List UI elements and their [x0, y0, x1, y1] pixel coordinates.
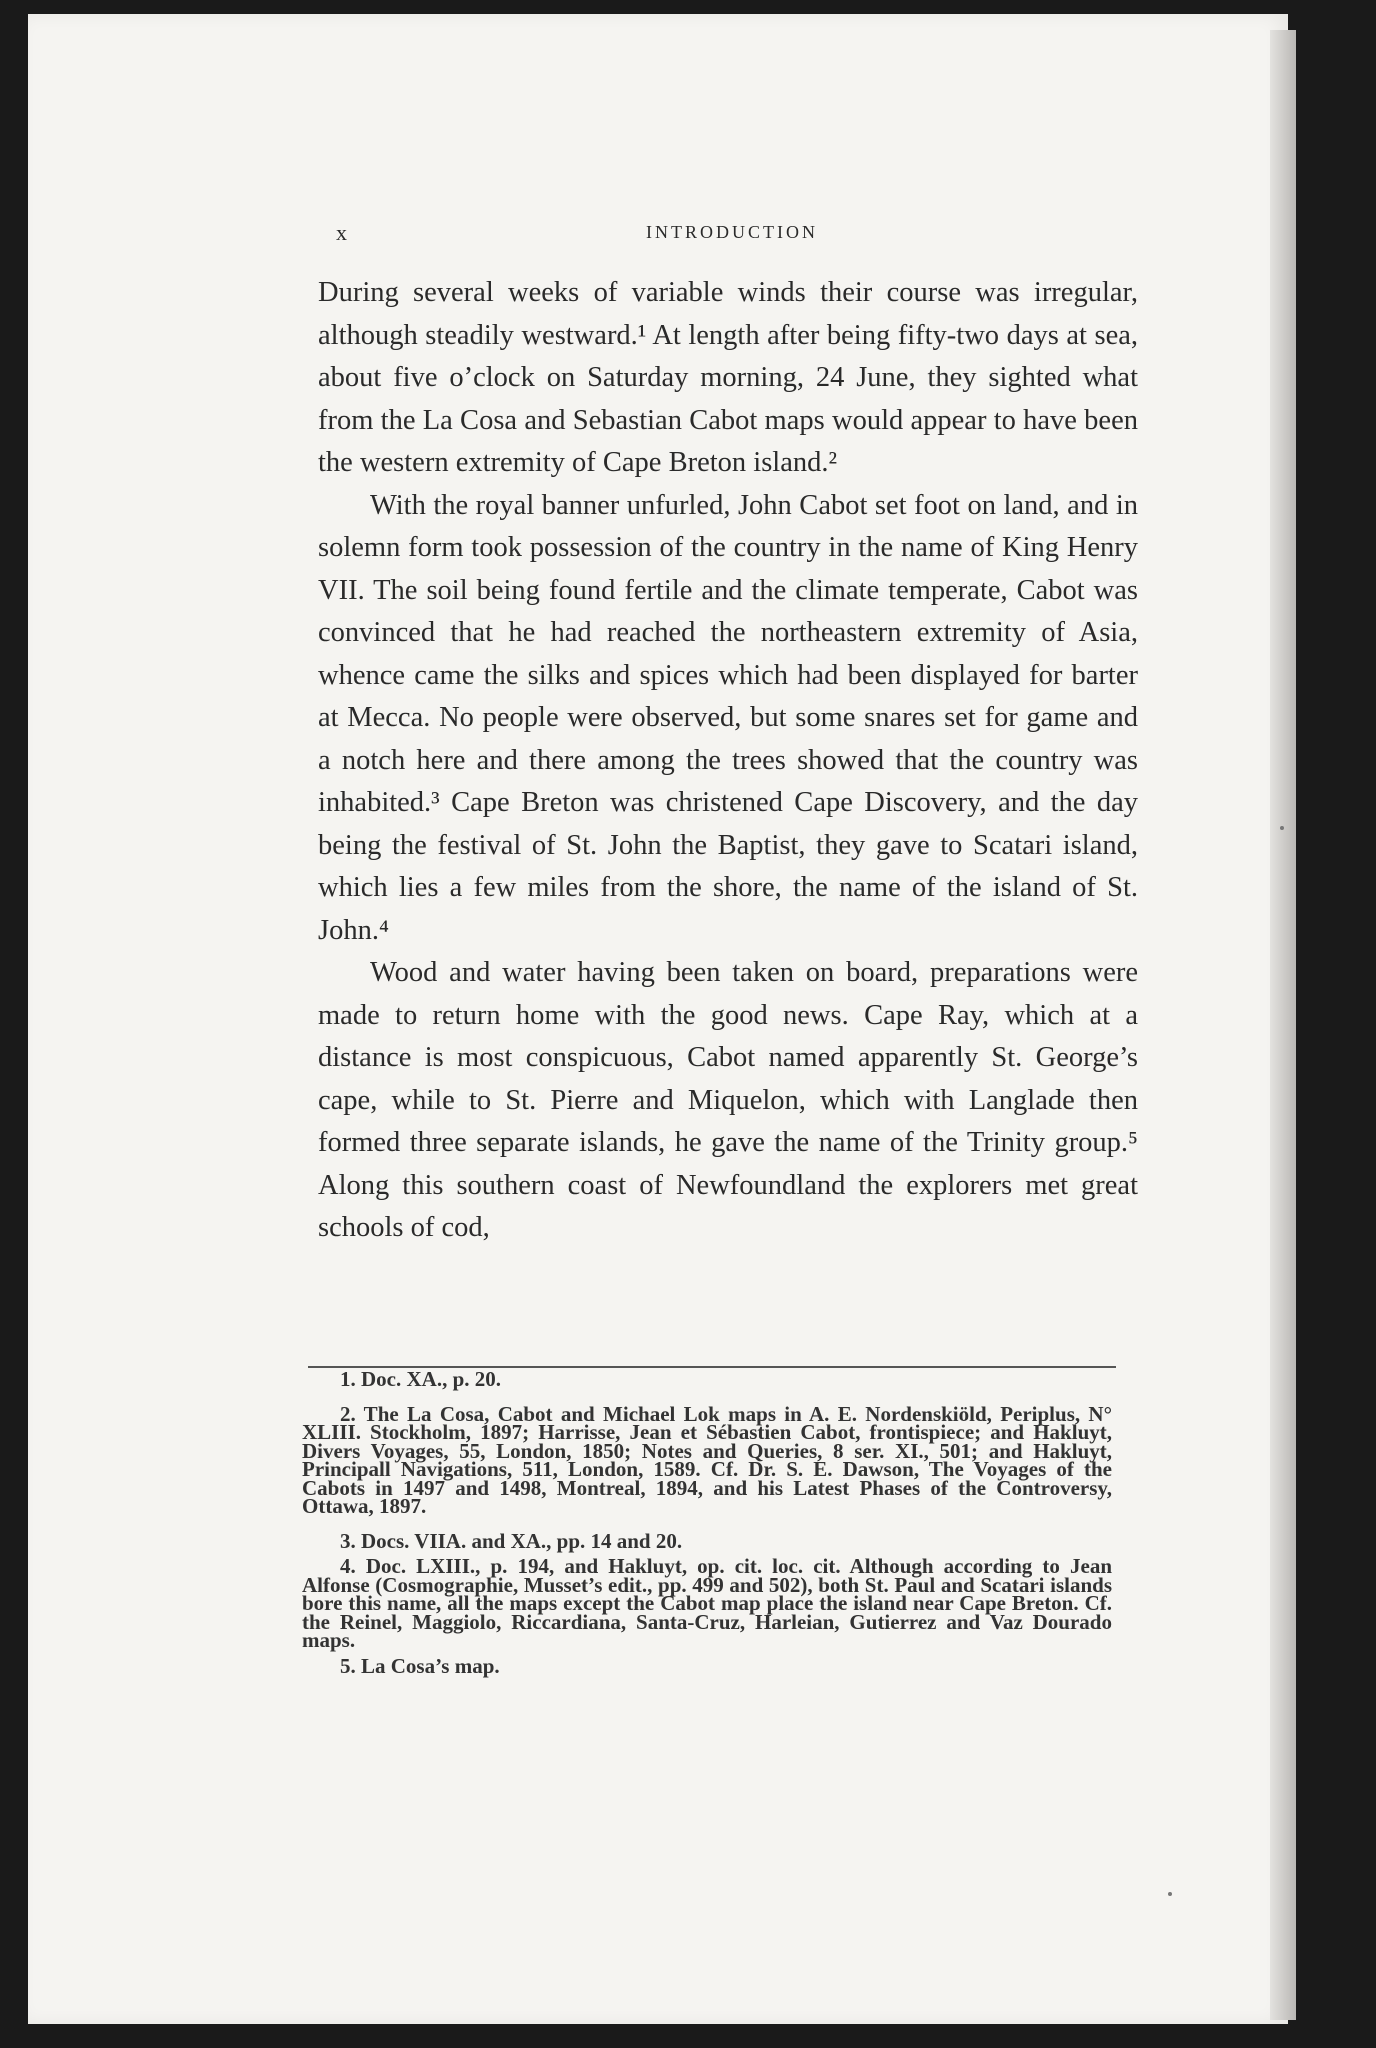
scan-speck: [1280, 826, 1284, 830]
running-head: INTRODUCTION: [646, 222, 818, 242]
footnote: 3. Docs. VIIA. and XA., pp. 14 and 20.: [340, 1528, 683, 1553]
scan-speck: [1168, 1892, 1172, 1896]
paragraph: Wood and water having been taken on board, preparations were made to return home with the good news. Cape Ray, which at a distance is most conspicuous, Cabot named apparently St. George’s cape, while to St. Pierre and Miquelon, which with Langlade then formed three separate islands, he gave the name of the Trinity group.⁵ Along this southern coast of Newfoundland the explorers met great schools of cod,: [318, 957, 1138, 1243]
footnotes: [302, 1367, 1112, 1682]
main-text: [318, 272, 1138, 1250]
footnote: 4. Doc. LXIII., p. 194, and Hakluyt, op. cit. loc. cit. Although according to Jean Alfonse (Cosmographie, Musset’s edit., pp. 499 and 502), both St. Paul and Scatari islands bore this name, all the maps except the Cabot map place the island near Cape Breton. Cf. the Reinel, Maggiolo, Riccardiana, Santa-Cruz, Harleian, Gutierrez and Vaz Dourado maps.: [302, 1554, 1112, 1652]
footnote: 2. The La Cosa, Cabot and Michael Lok maps in A. E. Nordenskiöld, Periplus, N° XLIII. Stockholm, 1897; Harrisse, Jean et Sébastien Cabot, frontispiece; and Hakluyt, Divers Voyages, 55, London, 1850; Notes and Queries, 8 ser. XI., 501; and Hakluyt, Principall Navigations, 511, London, 1589. Cf. Dr. S. E. Dawson, The Voyages of the Cabots in 1497 and 1498, Montreal, 1894, and his Latest Phases of the Controversy, Ottawa, 1897.: [302, 1401, 1112, 1518]
footnote: 5. La Cosa’s map.: [340, 1653, 500, 1678]
page-number: x: [336, 220, 348, 245]
paragraph: With the royal banner unfurled, John Cabot set foot on land, and in solemn form took possession of the country in the name of King Henry VII. The soil being found fertile and the climate temperate, Cabot was convinced that he had reached the northeastern extremity of Asia, whence came the silks and spices which had been displayed for barter at Mecca. No people were observed, but some snares set for game and a notch here and there among the trees showed that the country was inhabited.³ Cape Breton was christened Cape Discovery, and the day being the festival of St. John the Baptist, they gave to Scatari island, which lies a few miles from the shore, the name of the island of St. John.⁴: [318, 489, 1138, 946]
paragraph: During several weeks of variable winds their course was irregular, although steadily westward.¹ At length after being fifty-two days at sea, about five o’clock on Saturday morning, 24 June, they sighted what from the La Cosa and Sebastian Cabot maps would appear to have been the western extremity of Cape Breton island.²: [318, 277, 1138, 478]
page-edge-shadow: [1270, 30, 1296, 2020]
page-header: [336, 220, 1136, 250]
footnote: 1. Doc. XA., p. 20.: [340, 1367, 501, 1391]
